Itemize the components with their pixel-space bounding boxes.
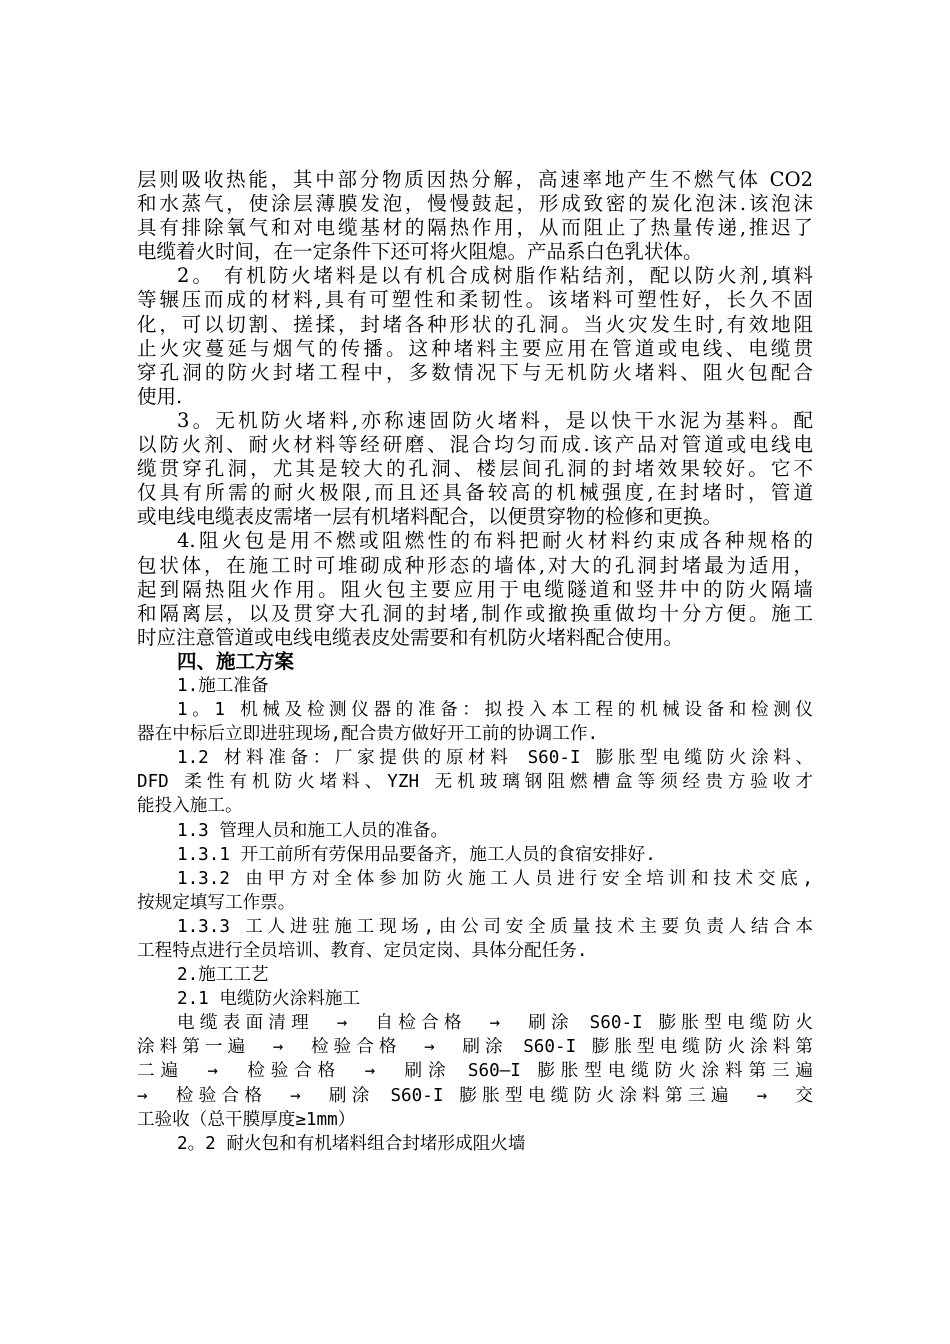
process-flow-line: 工验收（总干膜厚度≥1mm） — [137, 1109, 356, 1130]
paragraph-line: 或电线电缆表皮需堵一层有机堵料配合，以便贯穿物的检修和更换。 — [137, 505, 723, 529]
paragraph-line: 缆贯穿孔洞，尤其是较大的孔洞、楼层间孔洞的封堵效果较好。它不 — [137, 457, 813, 481]
paragraph-line: DFD 柔性有机防火堵料、YZH 无机玻璃钢阻燃槽盒等须经贵方验收才 — [137, 772, 813, 793]
paragraph-line: 层则吸收热能，其中部分物质因热分解，高速率地产生不燃气体 CO2 — [137, 168, 813, 191]
section-heading: 四、施工方案 — [177, 649, 295, 673]
process-flow-line: 涂料第一遍 → 检验合格 → 刷涂 S60-I 膨胀型电缆防火涂料第 — [137, 1037, 813, 1058]
paragraph-line: 器在中标后立即进驻现场,配合贵方做好开工前的协调工作. — [137, 724, 599, 745]
paragraph-line: 具有排除氧气和对电缆基材的隔热作用，从而阻止了热量传递,推迟了 — [137, 216, 813, 240]
subsection-heading: 2.施工工艺 — [177, 965, 269, 986]
paragraph-line: 1.3.1 开工前所有劳保用品要备齐，施工人员的食宿安排好. — [177, 844, 656, 865]
document-page — [137, 168, 813, 1156]
paragraph-line: 3。无机防火堵料,亦称速固防火堵料，是以快干水泥为基料。配 — [177, 408, 813, 432]
paragraph-line: 1.3.3 工人进驻施工现场,由公司安全质量技术主要负责人结合本 — [177, 916, 813, 937]
subsection-heading: 2.1 电缆防火涂料施工 — [177, 989, 361, 1010]
paragraph-line: 穿孔洞的防火封堵工程中，多数情况下与无机防火堵料、阻火包配合 — [137, 360, 813, 384]
paragraph-line: 仅具有所需的耐火极限,而且还具备较高的机械强度,在封堵时，管道 — [137, 481, 813, 505]
subsection-heading: 1.施工准备 — [177, 675, 269, 696]
process-flow-line: 二遍 → 检验合格 → 刷涂 S60—I 膨胀型电缆防火涂料第三遍 — [137, 1061, 813, 1082]
paragraph-line: 止火灾蔓延与烟气的传播。这种堵料主要应用在管道或电线、电缆贯 — [137, 336, 813, 360]
paragraph-line: 和隔离层，以及贯穿大孔洞的封堵,制作或撤换重做均十分方便。施工 — [137, 601, 813, 625]
paragraph-line: 等辗压而成的材料,具有可塑性和柔韧性。该堵料可塑性好，长久不固 — [137, 288, 813, 312]
paragraph-line: 时应注意管道或电线电缆表皮处需要和有机防火堵料配合使用。 — [137, 625, 684, 649]
process-flow-line: → 检验合格 → 刷涂 S60-I 膨胀型电缆防火涂料第三遍 → 交 — [137, 1085, 813, 1106]
paragraph-line: 1。1 机械及检测仪器的准备：拟投入本工程的机械设备和检测仪 — [177, 700, 813, 721]
paragraph-line: 化，可以切割、搓揉，封堵各种形状的孔洞。当火灾发生时,有效地阻 — [137, 312, 813, 336]
paragraph-line: 和水蒸气，使涂层薄膜发泡，慢慢鼓起，形成致密的炭化泡沫.该泡沫 — [137, 192, 813, 216]
paragraph-line: 1.3.2 由甲方对全体参加防火施工人员进行安全培训和技术交底, — [177, 868, 813, 889]
paragraph-line: 电缆着火时间，在一定条件下还可将火阻熄。产品系白色乳状体。 — [137, 240, 703, 264]
paragraph-line: 2。 有机防火堵料是以有机合成树脂作粘结剂，配以防火剂,填料 — [177, 264, 813, 288]
paragraph-line: 使用. — [137, 384, 183, 408]
paragraph-line: 1.3 管理人员和施工人员的准备。 — [177, 820, 449, 841]
paragraph-line: 能投入施工。 — [137, 796, 243, 817]
paragraph-line: 4.阻火包是用不燃或阻燃性的布料把耐火材料约束成各种规格的 — [177, 529, 813, 553]
paragraph-line: 按规定填写工作票。 — [137, 892, 296, 913]
paragraph-line: 包状体，在施工时可堆砌成种形态的墙体,对大的孔洞封堵最为适用， — [137, 553, 813, 577]
paragraph-line: 1.2 材料准备：厂家提供的原材料 S60-I 膨胀型电缆防火涂料、 — [177, 748, 813, 769]
paragraph-line: 工程特点进行全员培训、教育、定员定岗、具体分配任务. — [137, 941, 588, 961]
process-flow-line: 电缆表面清理 → 自检合格 → 刷涂 S60-I 膨胀型电缆防火 — [177, 1013, 813, 1034]
paragraph-line: 以防火剂、耐火材料等经研磨、混合均匀而成.该产品对管道或电线电 — [137, 433, 813, 457]
subsection-heading: 2。2 耐火包和有机堵料组合封堵形成阻火墙 — [177, 1133, 526, 1154]
paragraph-line: 起到隔热阻火作用。阻火包主要应用于电缆隧道和竖井中的防火隔墙 — [137, 577, 813, 601]
